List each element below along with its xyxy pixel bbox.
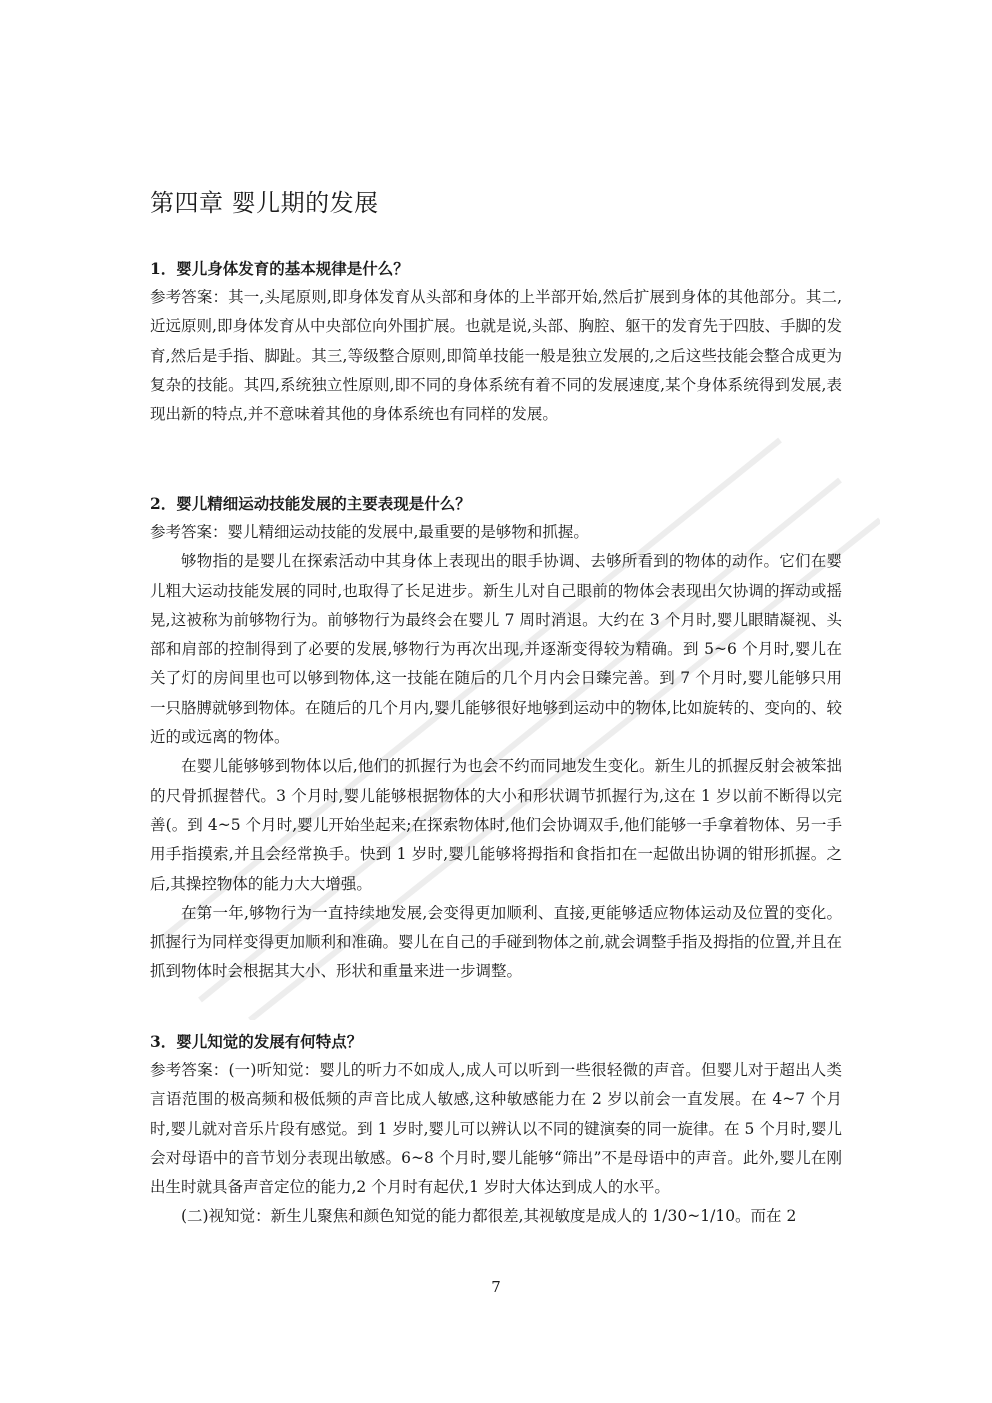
question-heading: 2．婴儿精细运动技能发展的主要表现是什么？	[150, 494, 471, 513]
question-heading: 3．婴儿知觉的发展有何特点？	[150, 1032, 363, 1051]
answer-paragraph: (二)视知觉：新生儿聚焦和颜色知觉的能力都很差,其视敏度是成人的 1/30~1/10。而在 2	[181, 1207, 797, 1226]
answer-paragraph: 参考答案：其一,头尾原则,即身体发育从头部和身体的上半部开始,然后扩展到身体的其他部分。其二,近远原则,即身体发育从中央部位向外围扩展。也就是说,头部、胸腔、躯干的发育先于四肢、手脚的发育,然后是手指、脚趾。其三,等级整合原则,即简单技能一般是独立发展的,之后这些技能会整合成更为复杂的技能。其四,系统独立性原则,即不同的身体系统有着不同的发展速度,某个身体系统得到发展,表现出新的特点,并不意味着其他的身体系统也有同样的发展。	[150, 288, 842, 424]
question-section-3	[150, 1028, 842, 1232]
answer-paragraph: 在第一年,够物行为一直持续地发展,会变得更加顺利、直接,更能够适应物体运动及位置的变化。抓握行为同样变得更加顺利和准确。婴儿在自己的手碰到物体之前,就会调整手指及拇指的位置,并且在抓到物体时会根据其大小、形状和重量来进一步调整。	[150, 903, 842, 981]
question-heading: 1．婴儿身体发育的基本规律是什么？	[150, 259, 409, 278]
question-section-1	[150, 255, 842, 429]
question-section-2	[150, 490, 842, 987]
answer-paragraph: 参考答案：(一)听知觉：婴儿的听力不如成人,成人可以听到一些很轻微的声音。但婴儿对于超出人类言语范围的极高频和极低频的声音比成人敏感,这种敏感能力在 2 岁以前会一直发展。在 4~7 个月时,婴儿就对音乐片段有感觉。到 1 岁时,婴儿可以辨认以不同的键演奏的同一旋律。在 5 个月时,婴儿会对母语中的音节划分表现出敏感。6~8 个月时,婴儿能够“筛出”不是母语中的声音。此外,婴儿在刚出生时就具备声音定位的能力,2 个月时有起伏,1 岁时大体达到成人的水平。	[150, 1061, 842, 1197]
answer-paragraph: 参考答案：婴儿精细运动技能的发展中,最重要的是够物和抓握。	[150, 523, 589, 541]
page-number: 7	[491, 1278, 501, 1296]
answer-paragraph: 够物指的是婴儿在探索活动中其身体上表现出的眼手协调、去够所看到的物体的动作。它们在婴儿粗大运动技能发展的同时,也取得了长足进步。新生儿对自己眼前的物体会表现出欠协调的挥动或摇晃,这被称为前够物行为。前够物行为最终会在婴儿 7 周时消退。大约在 3 个月时,婴儿眼睛凝视、头部和肩部的控制得到了必要的发展,够物行为再次出现,并逐渐变得较为精确。到 5~6 个月时,婴儿在关了灯的房间里也可以够到物体,这一技能在随后的几个月内会日臻完善。到 7 个月时,婴儿能够只用一只胳膊就够到物体。在随后的几个月内,婴儿能够很好地够到运动中的物体,比如旋转的、变向的、较近的或远离的物体。	[150, 552, 842, 747]
answer-paragraph: 在婴儿能够够到物体以后,他们的抓握行为也会不约而同地发生变化。新生儿的抓握反射会被笨拙的尺骨抓握替代。3 个月时,婴儿能够根据物体的大小和形状调节抓握行为,这在 1 岁以前不断得以完善(。到 4~5 个月时,婴儿开始坐起来;在探索物体时,他们会协调双手,他们能够一手拿着物体、另一手用手指摸索,并且会经常换手。快到 1 岁时,婴儿能够将拇指和食指扣在一起做出协调的钳形抓握。之后,其操控物体的能力大大增强。	[150, 757, 842, 893]
chapter-title: 第四章 婴儿期的发展	[150, 189, 379, 217]
